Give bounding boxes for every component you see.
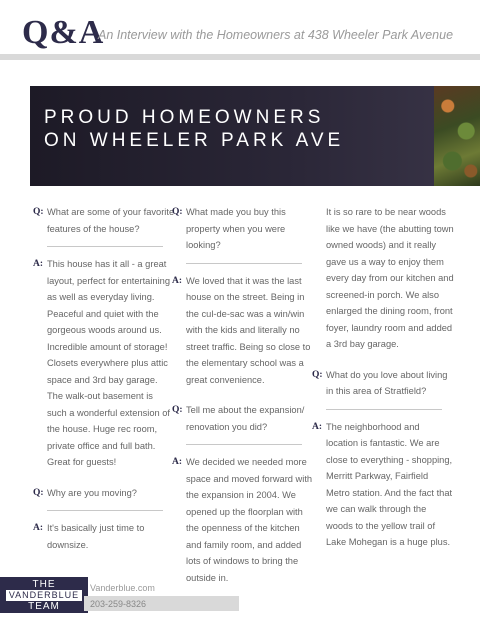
vanderblue-team-logo <box>0 577 88 613</box>
question-text: What do you love about living in this area of Stratfield? <box>326 369 448 396</box>
answer <box>172 273 316 389</box>
question <box>172 402 316 435</box>
question-text: Tell me about the expansion/ renovation you did? <box>186 405 305 432</box>
column-1 <box>33 204 175 553</box>
answer <box>172 454 316 586</box>
answer <box>312 419 454 551</box>
spacer <box>172 388 316 402</box>
answer-text: It's basically just time to downsize. <box>47 523 145 550</box>
logo-line-top: THE <box>32 579 56 590</box>
title-banner <box>30 86 480 186</box>
banner-title: PROUD HOMEOWNERS ON WHEELER PARK AVE <box>44 107 345 151</box>
question-label: Q: <box>33 487 44 498</box>
qa-logo: Q&A <box>22 14 105 51</box>
divider <box>47 246 163 247</box>
header-subtitle: An Interview with the Homeowners at 438 Wheeler Park Avenue <box>98 28 454 42</box>
question <box>33 204 175 237</box>
column-3 <box>312 204 454 551</box>
question-label: Q: <box>33 207 44 217</box>
logo-line-bottom: TEAM <box>28 601 60 612</box>
woods-photo <box>434 86 480 186</box>
logo-line-middle: VANDERBLUE <box>6 590 82 601</box>
divider <box>47 510 163 511</box>
answer-label: A: <box>172 275 183 286</box>
question <box>312 367 454 400</box>
answer-continued <box>312 204 454 353</box>
header-rule <box>0 54 480 60</box>
spacer <box>312 353 454 367</box>
question-label: Q: <box>172 207 183 217</box>
question <box>172 204 316 254</box>
divider <box>326 409 442 410</box>
spacer <box>33 471 175 485</box>
answer-text: We decided we needed more space and moved forward with the expansion in 2004. We opened up the floorplan with the openness of the kitchen and family room, and added lots of windows to bring the outside in. <box>186 457 313 583</box>
question-text: What made you buy this property when you were looking? <box>186 207 286 250</box>
answer-label: A: <box>312 421 323 432</box>
divider <box>186 444 302 445</box>
phone-number: 203-259-8326 <box>90 599 147 609</box>
answer-text: It is so rare to be near woods like we have (the abutting town owned woods) and it really gave us a way to enjoy them every day from our kitchen and screened-in porch. We also enlarged the dining room, front foyer, laundry room and added a 3rd bay garage. <box>326 207 454 349</box>
divider <box>186 263 302 264</box>
question-label: Q: <box>172 405 183 415</box>
answer-text: This house has it all - a great layout, perfect for entertaining as well as everyday living. Peaceful and quiet with the gorgeous woods around us. Incredible amount of storage! Closets everywhere plus attic space and 3rd bay garage. The walk-out basement is such a wonderful extension of the house. Huge rec room, private office and full bath. Great for guests! <box>47 259 171 467</box>
header <box>0 0 480 60</box>
answer-text: The neighborhood and location is fantastic. We are close to everything - shopping, Merritt Parkway, Fairfield Metro station. And the fact that we can walk through the woods to the yellow trail of Lake Mohegan is a huge plus. <box>326 421 453 547</box>
answer-label: A: <box>172 457 183 467</box>
question <box>33 485 175 502</box>
answer-label: A: <box>33 523 44 533</box>
answer <box>33 520 175 553</box>
answer <box>33 256 175 471</box>
question-text: What are some of your favorite features of the house? <box>47 207 175 234</box>
answer-text: We loved that it was the last house on the street. Being in the cul-de-sac was a win/win with the kids and literally no street traffic. Being so close to the elementary school was a great convenience. <box>186 275 311 385</box>
answer-label: A: <box>33 259 44 269</box>
website-link[interactable]: Vanderblue.com <box>90 583 155 593</box>
column-2 <box>172 204 316 586</box>
question-label: Q: <box>312 369 323 380</box>
question-text: Why are you moving? <box>47 487 137 498</box>
